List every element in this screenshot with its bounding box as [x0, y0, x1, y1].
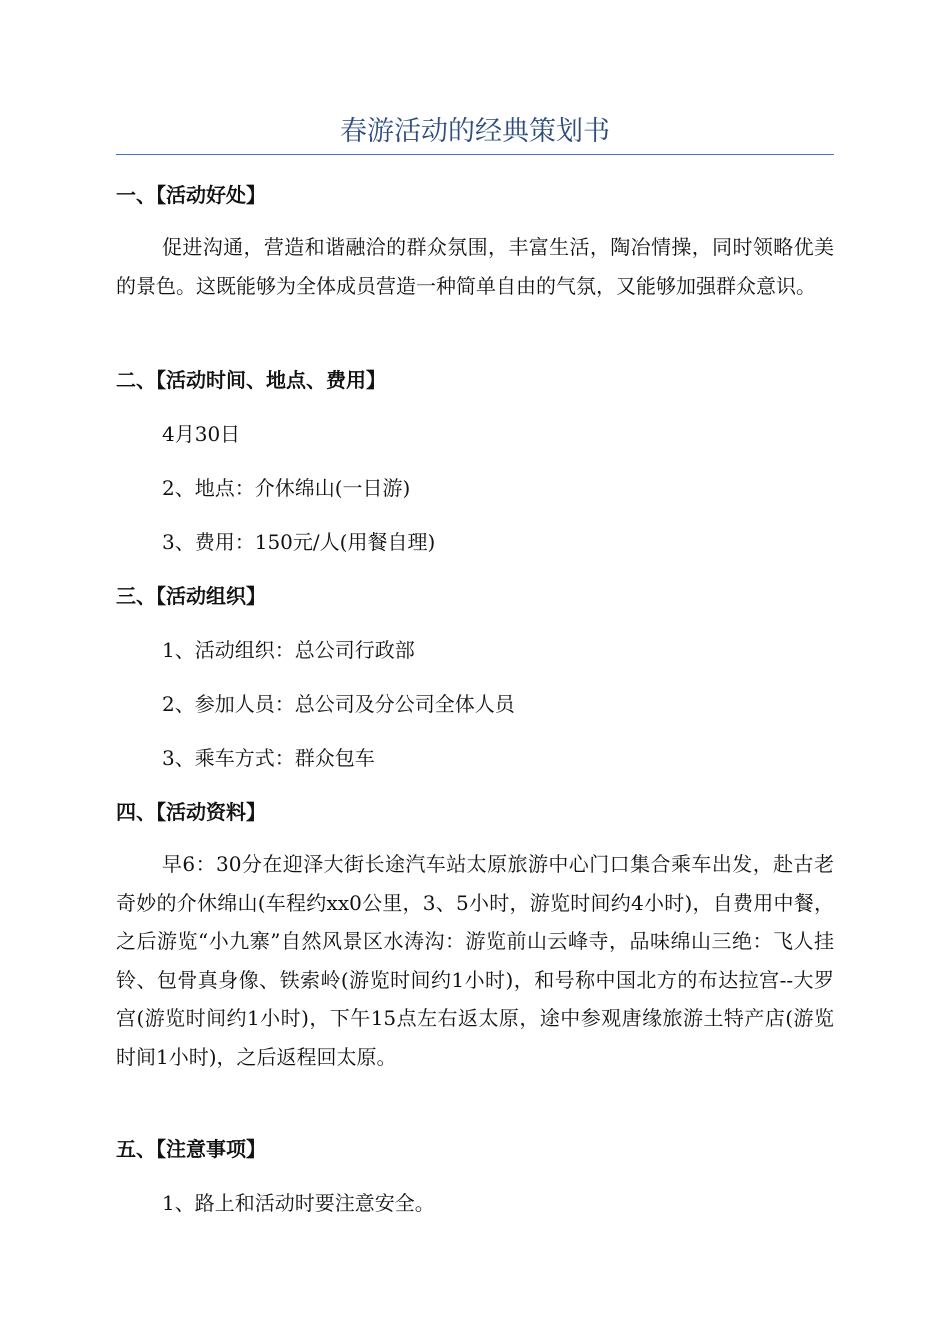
section-heading-benefits: 一、【活动好处】: [116, 183, 266, 207]
list-item-participants: 2、参加人员：总公司及分公司全体人员: [162, 692, 515, 716]
list-item-safety: 1、路上和活动时要注意安全。: [162, 1191, 435, 1215]
list-item-place: 2、地点：介休绵山(一日游): [162, 476, 411, 500]
list-item-transport: 3、乘车方式：群众包车: [162, 746, 375, 770]
section-heading-time-place-cost: 二、【活动时间、地点、费用】: [116, 368, 386, 392]
list-item-cost: 3、费用：150元/人(用餐自理): [162, 530, 436, 554]
section-paragraph-benefits: 促进沟通，营造和谐融洽的群众氛围，丰富生活，陶冶情操，同时领略优美的景色。这既能够为全体成员营造一种简单自由的气氛，又能够加强群众意识。: [116, 235, 834, 298]
section-heading-organization: 三、【活动组织】: [116, 584, 266, 608]
section-heading-notes: 五、【注意事项】: [116, 1137, 266, 1161]
section-paragraph-details: 早6：30分在迎泽大街长途汽车站太原旅游中心门口集合乘车出发，赴古老奇妙的介休绵山(车程约xx0公里，3、5小时，游览时间约4小时)，自费用中餐，之后游览“小九寨”自然风景区水涛沟：游览前山云峰寺，品味绵山三绝：飞人挂铃、包骨真身像、铁索岭(游览时间约1小时)，和号称中国北方的布达拉宫--大罗宫(游览时间约1小时)，下午15点左右返太原，途中参观唐缘旅游土特产店(游览时间1小时)，之后返程回太原。: [116, 852, 834, 1069]
section-heading-details: 四、【活动资料】: [116, 800, 266, 824]
document-title: 春游活动的经典策划书: [340, 116, 610, 147]
list-item-organizer: 1、活动组织：总公司行政部: [162, 638, 415, 662]
title-underline: [116, 154, 834, 155]
list-item-date: 4月30日: [162, 422, 241, 446]
